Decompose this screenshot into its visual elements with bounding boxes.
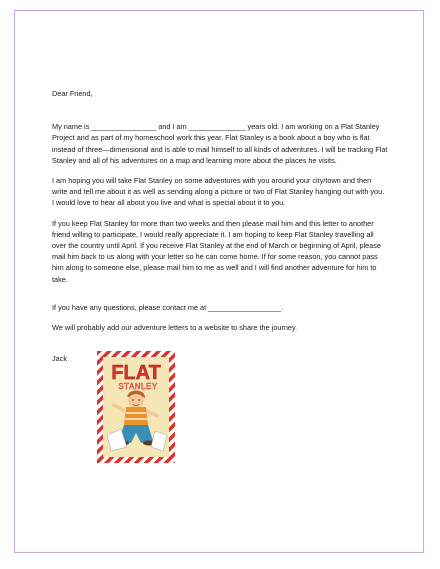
cover-title-flat: FLAT [111,362,161,385]
letter-paragraph-4: If you have any questions, please contact me at __________________. [52,302,284,312]
flat-stanley-book-cover [97,351,175,463]
letter-signature: Jack [52,354,68,364]
letter-body [52,88,388,473]
letter-paragraph-1: My name is ________________ and I am ______________ years old. I am working on a Flat Stanley Project and as part of my homeschool work this year. Flat Stanley is a book about a boy who is flat instead of three—dimensional and is able to mail himself to all kinds of adventures. I will be tracking Flat Stanley and all of his adventures on a map and learning more about the places he visits. [52,122,388,165]
cover-title-stanley: STANLEY [118,382,158,392]
letter-greeting: Dear Friend, [52,89,93,98]
closing-row [52,353,388,473]
letter-paragraph-5: We will probably add our adventure letters to a website to share the journey. [52,323,298,333]
letter-paragraph-2: I am hoping you will take Flat Stanley on some adventures with you around your city/town and then write and tell me about it as well as sending along a picture or two of Flat Stanley hanging out with you. I would love to hear all about you live and what is special about it to you. [52,176,385,208]
letter-paragraph-3: If you keep Flat Stanley for more than two weeks and then please mail him and this letter to another friend willing to participate, I would really appreciate it. I am hoping to keep Flat Stanley travelling all over the country until April. If you receive Flat Stanley at the end of March or beginning of April, please mail him back to us along with your letter so he can come home. If for some reason, you cannot pass him along to someone else, please mail him to me as well and I will find another adventure for him to take. [52,218,381,284]
